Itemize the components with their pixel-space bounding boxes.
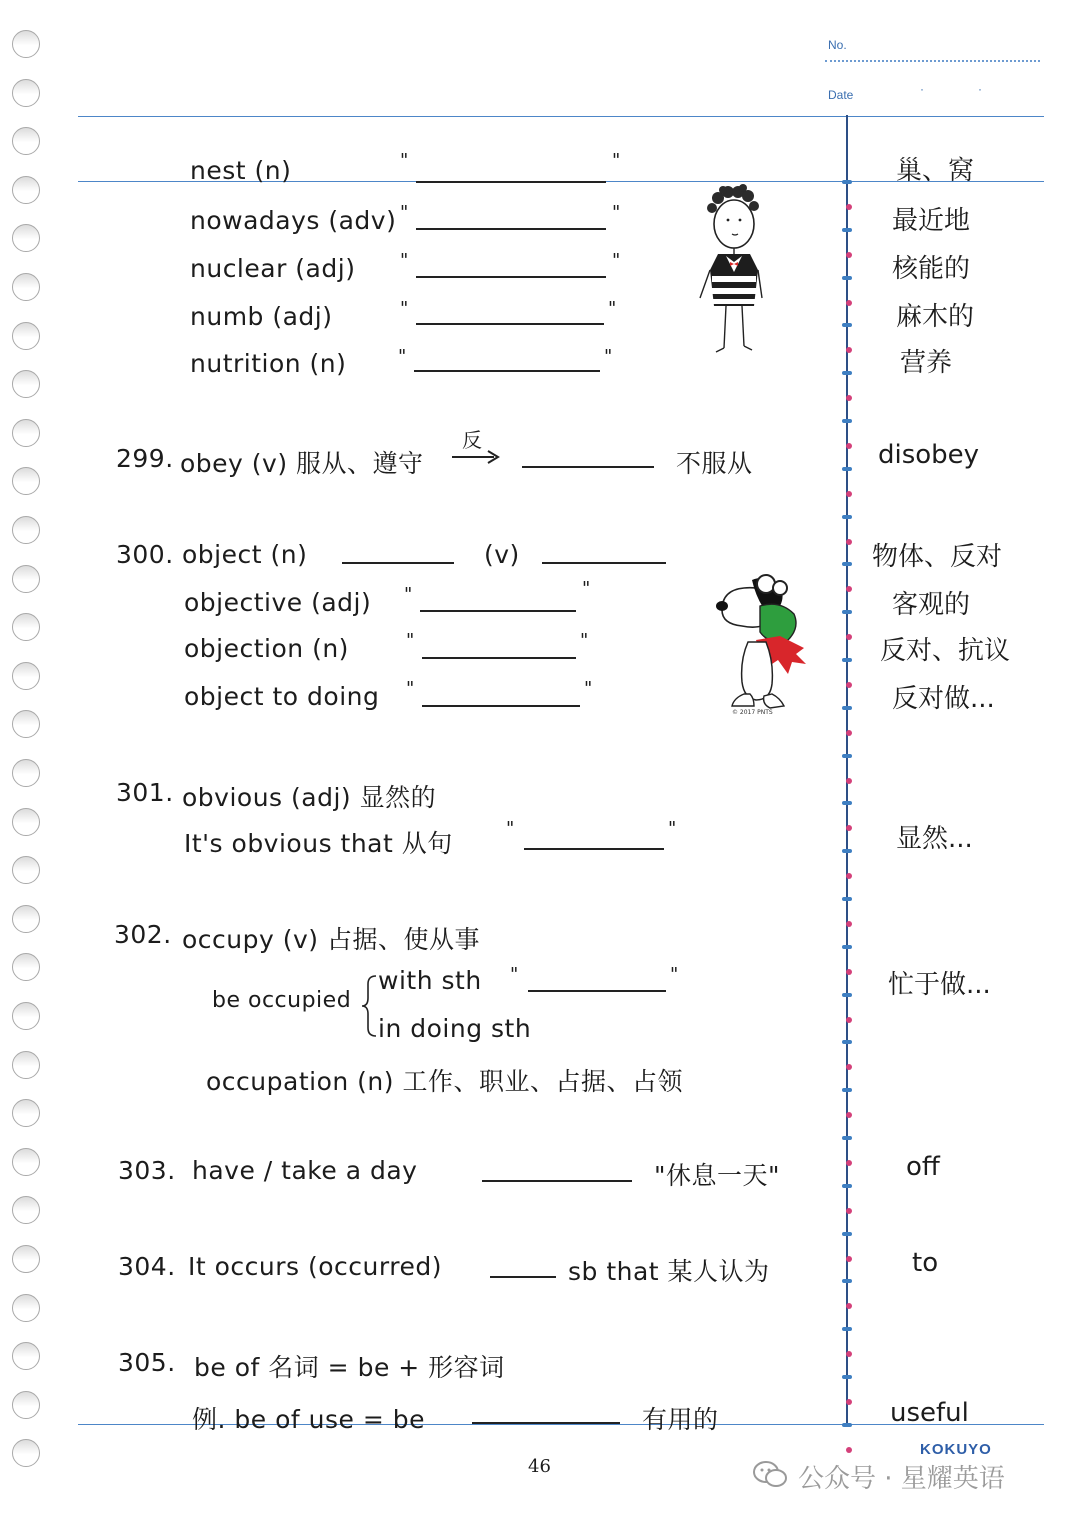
blank-line (472, 1422, 620, 1424)
reverse-label: 反 (462, 428, 483, 452)
page-number: 46 (528, 1456, 551, 1477)
margin-tick (842, 419, 852, 423)
margin-tick (842, 1088, 852, 1092)
entry-301-sub: It's obvious that 从句 (184, 829, 453, 858)
svg-text:© 2017 PNTS: © 2017 PNTS (732, 709, 773, 716)
binder-hole (12, 1099, 40, 1127)
margin-tick (842, 1327, 852, 1331)
margin-line (846, 115, 848, 1427)
quote-mark: " (406, 678, 415, 699)
margin-tick (842, 754, 852, 758)
margin-dot (846, 491, 852, 497)
wechat-icon (752, 1460, 788, 1488)
header-rule (78, 116, 1044, 117)
entry-number: 299. (116, 444, 174, 473)
blank-line (416, 228, 606, 230)
margin-dot (846, 1017, 852, 1023)
binder-hole (12, 273, 40, 301)
margin-tick (842, 1232, 852, 1236)
margin-dot (846, 300, 852, 306)
entry-304-rest: sb that 某人认为 (568, 1257, 770, 1286)
binder-hole (12, 370, 40, 398)
quote-mark: " (668, 818, 677, 839)
margin-dot (846, 204, 852, 210)
quote-mark: " (400, 250, 409, 271)
entry-number: 300. (116, 540, 174, 569)
watermark-text: 公众号 · 星耀英语 (798, 1464, 1005, 1494)
quote-mark: " (612, 250, 621, 271)
entry-305-cn: 有用的 (642, 1405, 719, 1434)
margin-dot (846, 778, 852, 784)
answer-numb: 麻木的 (896, 302, 975, 332)
margin-tick (842, 1040, 852, 1044)
margin-tick (842, 993, 852, 997)
margin-tick (842, 610, 852, 614)
margin-dot (846, 969, 852, 975)
date-dot: · (920, 82, 924, 96)
entry-number: 302. (114, 920, 172, 949)
binder-hole (12, 905, 40, 933)
blank-line (416, 323, 604, 325)
curly-brace (360, 974, 378, 1038)
brand-logo: KOKUYO (920, 1441, 992, 1458)
entry-302-text: occupy (v) 占据、使从事 (182, 925, 480, 954)
binder-hole (12, 516, 40, 544)
vocab-objective: objective (adj) (184, 588, 372, 617)
quote-mark: " (406, 630, 415, 651)
answer-299: disobey (878, 440, 980, 470)
margin-tick (842, 371, 852, 375)
margin-tick (842, 228, 852, 232)
binder-hole (12, 1051, 40, 1079)
answer-301: 显然... (896, 824, 973, 854)
entry-305-text: be of 名词 = be + 形容词 (194, 1353, 505, 1382)
margin-tick (842, 562, 852, 566)
margin-dot (846, 921, 852, 927)
margin-dot (846, 252, 852, 258)
blank-line (522, 466, 654, 468)
in-doing-sth: in doing sth (378, 1014, 532, 1043)
margin-tick (842, 897, 852, 901)
binder-hole (12, 1294, 40, 1322)
quote-mark: " (398, 346, 407, 367)
margin-tick (842, 1136, 852, 1140)
entry-303-text: have / take a day (192, 1156, 418, 1185)
boy-illustration (688, 180, 768, 360)
entry-300-v: (v) (484, 540, 520, 569)
margin-dot (846, 634, 852, 640)
binder-hole (12, 953, 40, 981)
margin-dot (846, 682, 852, 688)
binder-hole (12, 808, 40, 836)
answer-object-doing: 反对做... (892, 684, 995, 714)
margin-tick (842, 658, 852, 662)
entry-number: 303. (118, 1156, 176, 1185)
margin-dot (846, 586, 852, 592)
margin-tick (842, 849, 852, 853)
entry-number: 304. (118, 1252, 176, 1281)
margin-dot (846, 539, 852, 545)
entry-number: 305. (118, 1348, 176, 1377)
binder-hole (12, 1148, 40, 1176)
no-label: No. (828, 38, 847, 52)
date-label: Date (828, 88, 854, 102)
margin-tick (842, 1375, 852, 1379)
entry-299-cn: 不服从 (676, 449, 753, 478)
answer-302: 忙于做... (888, 970, 991, 1000)
margin-dot (846, 873, 852, 879)
answer-objective: 客观的 (892, 590, 971, 620)
margin-dot (846, 825, 852, 831)
answer-objection: 反对、抗议 (880, 636, 1011, 666)
vocab-numb: numb (adj) (190, 302, 333, 331)
quote-mark: " (612, 202, 621, 223)
be-occupied: be occupied (212, 988, 352, 1013)
margin-dot (846, 1399, 852, 1405)
binder-hole (12, 710, 40, 738)
blank-line (422, 705, 580, 707)
quote-mark: " (400, 298, 409, 319)
quote-mark: " (584, 678, 593, 699)
margin-dot (846, 395, 852, 401)
answer-nuclear: 核能的 (892, 254, 971, 284)
binder-hole (12, 1245, 40, 1273)
margin-dot (846, 347, 852, 353)
blank-line (416, 181, 606, 183)
entry-304-text: It occurs (occurred) (188, 1252, 442, 1281)
margin-dot (846, 1303, 852, 1309)
blank-line (524, 848, 664, 850)
binder-hole (12, 224, 40, 252)
margin-dot (846, 1112, 852, 1118)
binder-hole (12, 30, 40, 58)
snoopy-illustration (708, 570, 808, 716)
quote-mark: " (670, 964, 679, 985)
margin-tick (842, 276, 852, 280)
answer-305: useful (890, 1398, 969, 1428)
margin-tick (842, 801, 852, 805)
binder-hole (12, 1439, 40, 1467)
margin-tick (842, 945, 852, 949)
binder-hole (12, 565, 40, 593)
blank-line (416, 276, 606, 278)
quote-mark: " (604, 346, 613, 367)
quote-mark: " (506, 818, 515, 839)
answer-304: to (912, 1248, 939, 1278)
binder-hole (12, 1391, 40, 1419)
margin-dot (846, 1447, 852, 1453)
blank-line (490, 1276, 556, 1278)
binder-hole (12, 467, 40, 495)
quote-mark: " (400, 202, 409, 223)
blank-line (482, 1180, 632, 1182)
vocab-nest: nest (n) (190, 156, 292, 185)
quote-mark: " (612, 150, 621, 171)
margin-dot (846, 1208, 852, 1214)
answer-300: 物体、反对 (872, 542, 1003, 572)
entry-number: 301. (116, 778, 174, 807)
margin-dot (846, 1256, 852, 1262)
binder-hole (12, 759, 40, 787)
entry-305-example: 例. be of use = be (192, 1405, 425, 1434)
binder-hole (12, 127, 40, 155)
binder-hole (12, 79, 40, 107)
blank-line (422, 657, 576, 659)
vocab-object-doing: object to doing (184, 682, 380, 711)
entry-300-text: object (n) (182, 540, 308, 569)
vocab-nowadays: nowadays (adv) (190, 206, 397, 235)
binder-hole (12, 419, 40, 447)
binder-hole (12, 176, 40, 204)
margin-tick (842, 706, 852, 710)
answer-nowadays: 最近地 (892, 206, 971, 236)
binder-hole (12, 613, 40, 641)
blank-line (342, 562, 454, 564)
quote-mark: " (510, 964, 519, 985)
quote-mark: " (582, 578, 591, 599)
quote-mark: " (400, 150, 409, 171)
entry-303-cn: "休息一天" (654, 1161, 780, 1190)
answer-303: off (906, 1152, 940, 1182)
binder-hole (12, 856, 40, 884)
quote-mark: " (580, 630, 589, 651)
binder-hole (12, 1342, 40, 1370)
margin-dot (846, 443, 852, 449)
blank-line (414, 370, 600, 372)
margin-tick (842, 1423, 852, 1427)
margin-dot (846, 1160, 852, 1166)
margin-dot (846, 1064, 852, 1070)
margin-dot (846, 730, 852, 736)
binder-hole (12, 1196, 40, 1224)
margin-tick (842, 467, 852, 471)
entry-299-text: obey (v) 服从、遵守 (180, 449, 424, 478)
answer-nest: 巢、窝 (896, 156, 975, 186)
binder-hole (12, 1002, 40, 1030)
margin-tick (842, 323, 852, 327)
quote-mark: " (404, 584, 413, 605)
blank-line (420, 610, 576, 612)
blank-line (542, 562, 666, 564)
margin-tick (842, 1279, 852, 1283)
vocab-nuclear: nuclear (adj) (190, 254, 356, 283)
no-dotted-line (825, 60, 1040, 62)
vocab-nutrition: nutrition (n) (190, 349, 347, 378)
blank-line (528, 990, 666, 992)
entry-301-text: obvious (adj) 显然的 (182, 783, 437, 812)
date-dot: · (978, 82, 982, 96)
margin-tick (842, 515, 852, 519)
margin-tick (842, 1184, 852, 1188)
occupation: occupation (n) 工作、职业、占据、占领 (206, 1067, 683, 1096)
quote-mark: " (608, 298, 617, 319)
binder-hole (12, 662, 40, 690)
vocab-objection: objection (n) (184, 634, 349, 663)
with-sth: with sth (378, 966, 482, 995)
margin-tick (842, 180, 852, 184)
binder-hole (12, 322, 40, 350)
arrow-right-icon (452, 450, 500, 464)
margin-dot (846, 1351, 852, 1357)
answer-nutrition: 营养 (900, 348, 953, 378)
